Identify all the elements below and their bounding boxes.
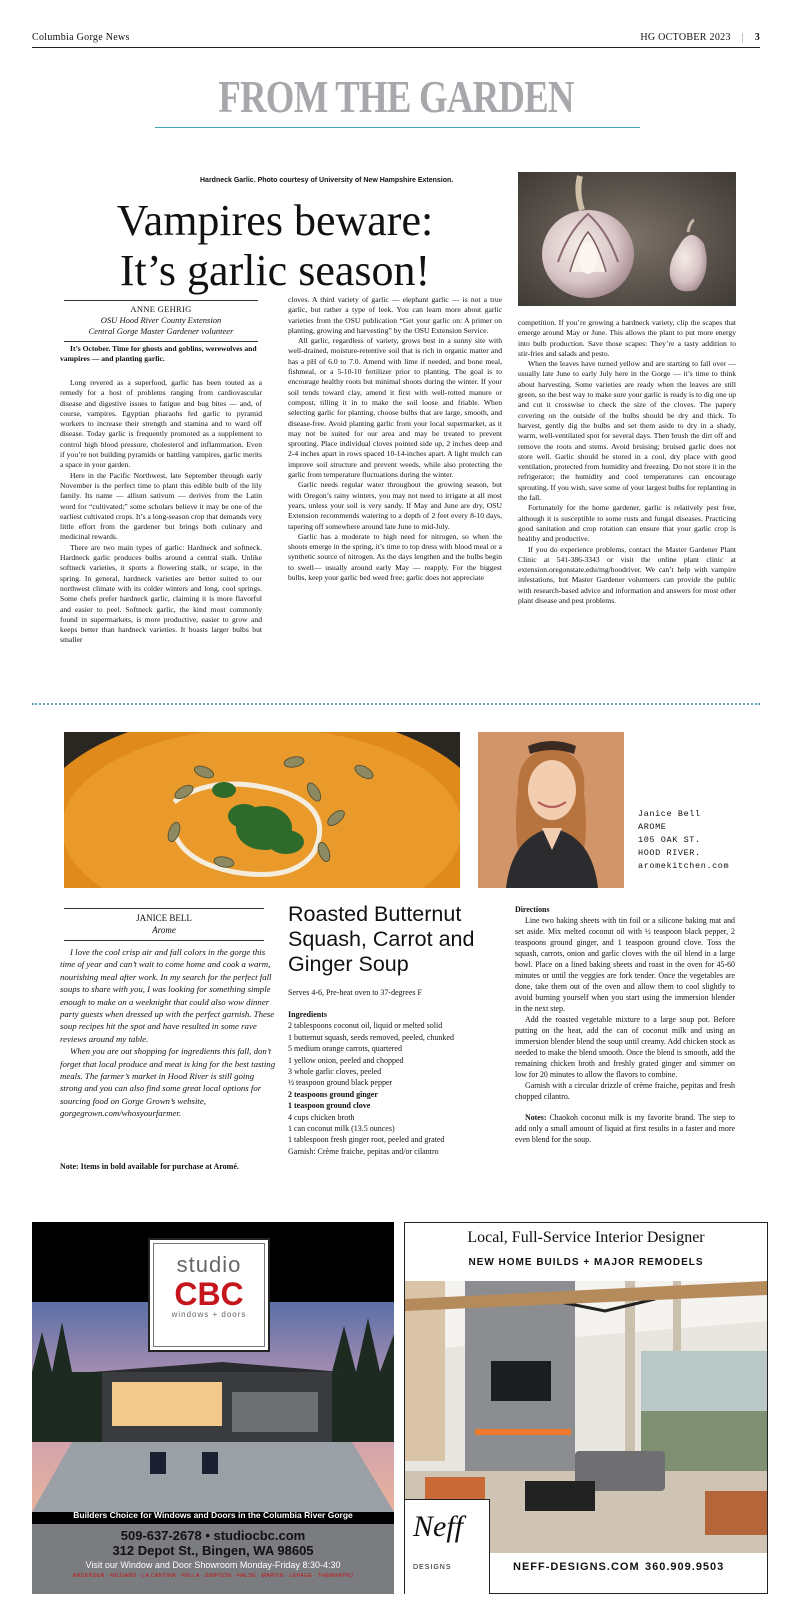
ingredient-item: Garnish: Crème fraiche, pepitas and/or cilantro — [288, 1146, 439, 1156]
direction-step: Add the roasted vegetable mixture to a large soup pot. Before putting on the heat, add the can of coconut milk and using an immersion blender blend the soup until creamy. Add chicken stock as needed to make the blend smooth. Once the blend is smooth, add the remaining chicken broth and freshly grated ginger and simmer on low for 20 minutes to allow the flavors to combine. — [515, 1015, 735, 1079]
chef-portrait — [478, 732, 624, 888]
issue-date: HG OCTOBER 2023 — [640, 32, 731, 43]
ingredient-item: 5 medium orange carrots, quartered — [288, 1044, 402, 1054]
photo-caption: Hardneck Garlic. Photo courtesy of University of New Hampshire Extension. — [200, 177, 454, 184]
logo-tagline: windows + doors — [171, 1310, 247, 1319]
paragraph: Garlic has a moderate to high need for nitrogen, so when the shoots emerge in the spring, it’s time to top dress with blood meal or a synthetic source of nitrogen. As the days lengthen and the bulbs begin to swell— usually around early May — reapply. For the biggest bulbs, keep your garlic bed weed free; garlic does not appreciate — [288, 531, 502, 583]
cbc-hours: Visit our Window and Door Showroom Monday-Friday 8:30-4:30 — [85, 1560, 341, 1570]
issue-info — [640, 32, 760, 43]
ad-neff-designs[interactable] — [404, 1222, 768, 1594]
cbc-tagline: Builders Choice for Windows and Doors in the Columbia River Gorge — [73, 1510, 353, 1520]
paragraph: I love the cool crisp air and fall colors in the gorge this time of year and can’t wait to come home and cook a warm, nourishing meal after work. In my search for the perfect fall soups to share with you, I was looking for something simple enough to make on a weeknight that could also wow dinner party guests when dressed up with the perfect garnish. These soup recipes hit the spot and have resulted in some rave reviews around my table. — [60, 947, 275, 1044]
byline — [64, 300, 258, 342]
soup-photo — [64, 732, 460, 888]
byline-rule-top — [64, 300, 258, 301]
ingredient-item: 3 whole garlic cloves, peeled — [288, 1067, 382, 1077]
ingredient-item: 2 tablespoons coconut oil, liquid or melted solid — [288, 1021, 443, 1031]
headline-line-2: It’s garlic season! — [119, 246, 431, 295]
byline-rule-top — [64, 908, 264, 909]
recipe-restaurant: Arome — [152, 925, 176, 935]
paragraph: Long revered as a superfood, garlic has been touted as a remedy for a host of problems ranging from cardiovascular disease and digestive issues to fatigue and bug bites — and, of course, vampires. Egyptian pharaohs fed garlic to pyramid workers to increase their strength and stamina and to ward off disease. Today garlic is frequently promoted as a supplement to control high blood pressure, cholesterol and inflammation. Even if you’re not building pyramids or battling vampires, garlic merits a space in your garden. — [60, 378, 262, 470]
chef-restaurant: AROME — [638, 822, 667, 832]
article-column-3 — [518, 318, 736, 606]
cbc-contact-panel — [32, 1524, 394, 1594]
paragraph: All garlic, regardless of variety, grows best in a sunny site with well-drained, moisture-retentive soil that is rich in organic matter and has a pH of 6.0 to 7.0. Amend with lime if needed, and bone meal, fishmeal, or a 5-10-10 fertilizer prior to planting. The goal is to encourage healthy roots but minimal shoots during the winter. If your soil tends toward clay, amend it first with well-rotted manure or compost, tilling it in to make the soil loose and friable. When selecting garlic for planting, choose bulbs that are large, smooth, and disease-free. Avoid planting garlic from your local supermarket, as it may not be suited for our area and may be treated to prevent sprouting. Place individual cloves pointed side up, 2 inches deep and 2-4 inches apart in rows spaced 10-14-inches apart. A light mulch can improve soil structure and prevent weeds, while also protecting the garlic from temperature fluctuations during the winter. — [288, 336, 502, 480]
header-separator: | — [741, 32, 744, 43]
section-divider — [32, 703, 760, 705]
recipe-serves: Serves 4-6, Pre-heat oven to 37-degrees F — [288, 988, 422, 997]
section-title: FROM THE GARDEN — [218, 71, 574, 122]
author-name: ANNE GEHRIG — [130, 304, 192, 314]
recipe-intro — [60, 946, 278, 1120]
cbc-brands: ANDERSEN · MILGARD · LA CANTINA · PELLA · SIMPSON · HALSE · MARVIN · LEPAGE · THERMATRU — [72, 1573, 354, 1579]
paragraph: When the leaves have turned yellow and are starting to fall over — usually late June to early July here in the Gorge — it’s time to think about harvesting. Some varieties are ready when the leaves are still green, so the best way to make sure your garlic is ready is to dig one up and cut it crosswise to check the size of the cloves. The papery covering on the outside of the bulbs should be dry and thick. To harvest, gently dig the bulbs and set them aside to dry in a shady, warm, well-ventilated spot for several days. Then brush the dirt off and remove the roots and stems. Avoid bruising; bruised garlic does not store well. Garlic should be stored in a cool, dry place with good ventilation, protected from humidity and freezing. Do not store it in the refrigerator; the humidity and cool temperatures can encourage sprouting. If you wish, save some of your largest bulbs for replanting in the fall. — [518, 359, 736, 503]
garlic-photo — [518, 172, 736, 306]
chef-city: HOOD RIVER. — [638, 848, 701, 858]
neff-phone[interactable]: 360.909.9503 — [645, 1561, 725, 1573]
lede: It’s October. Time for ghosts and goblins, werewolves and vampires — and planting garlic. — [60, 344, 257, 364]
recipe-byline — [64, 908, 264, 941]
neff-heading: Local, Full-Service Interior Designer — [467, 1229, 705, 1246]
author-affiliation-1: OSU Hood River County Extension — [100, 315, 222, 325]
ingredient-item: 1 can coconut milk (13.5 ounces) — [288, 1124, 395, 1134]
paragraph: Fortunately for the home gardener, garlic is relatively pest free, although it is susceptible to some rusts and fungal diseases. Practicing good sanitation and crop rotation can ensure that your garlic crop is healthy and productive. — [518, 503, 736, 544]
ingredient-item: 4 cups chicken broth — [288, 1112, 355, 1122]
recipe-author: JANICE BELL — [136, 913, 192, 923]
paragraph: competition. If you’re growing a hardneck variety, clip the scapes that emerge around May or June. This allows the plant to put more energy into bulb production. Save those scapes: They’re a tasty addition to stir-fries and salads and pesto. — [518, 318, 736, 358]
paragraph: cloves. A third variety of garlic — elephant garlic — is not a true garlic, but rather a type of leek. You can learn more about garlic varieties from the OSU publication “Get your garlic on: A primer on planting, growing and harvesting” by the OSU Extension Service. — [288, 295, 502, 335]
byline-rule-bottom — [64, 341, 258, 342]
ingredient-list — [288, 1020, 508, 1157]
chef-info — [638, 808, 729, 873]
ingredient-item: 1 butternut squash, seeds removed, peeled, chunked — [288, 1032, 454, 1042]
neff-subheading: NEW HOME BUILDS + MAJOR REMODELS — [468, 1257, 704, 1268]
chef-name: Janice Bell — [638, 809, 701, 819]
ingredients — [288, 1009, 508, 1157]
logo-studio: studio — [176, 1252, 242, 1277]
header-rule — [32, 47, 760, 48]
paragraph: When you are out shopping for ingredients this fall, don’t forget that local produce and meat is king for the best tasting meals. The farmer’s market in Hood River is still going strong and you can also find some great local options for sourcing food on Gorge Grown’s website, gorgegrown.com/whosyourfarmer. — [60, 1046, 276, 1119]
ad-studio-cbc[interactable] — [32, 1222, 394, 1594]
byline-rule-bottom — [64, 940, 264, 941]
logo-cbc: CBC — [174, 1276, 244, 1312]
paragraph: If you do experience problems, contact the Master Gardener Plant Clinic at 541-386-3343 or visit the online plant clinic at extension.oregonstate.edu/mg/hoodriver. We can’t help with vampire infestations, but Master Gardener volunteers can provide the public with research-based advice and information and answers for most other plant disease and pest problems. — [518, 544, 736, 606]
ingredient-item: 1 tablespoon fresh ginger root, peeled and grated — [288, 1135, 445, 1145]
neff-logo-script: Neff — [413, 1510, 463, 1543]
studio-cbc-logo — [148, 1238, 270, 1352]
directions — [515, 904, 735, 1145]
page-number: 3 — [754, 32, 760, 43]
cbc-phone-web[interactable]: 509-637-2678 • studiocbc.com — [120, 1528, 306, 1543]
neff-logo-sub: DESIGNS — [413, 1564, 452, 1571]
section-rule — [155, 127, 640, 128]
author-affiliation-2: Central Gorge Master Gardener volunteer — [88, 326, 234, 336]
neff-website[interactable]: NEFF-DESIGNS.COM — [513, 1561, 640, 1573]
paragraph: There are two main types of garlic: Hardneck and softneck. Hardneck garlic produces bulbs around a central stalk. Unlike softneck varieties, it sports a flowering stalk, or scape, in the spring. In general, hardneck varieties are better suited to our northwest climate with its colder winters and long, cool springs. Some chefs prefer hardneck garlic, claiming it is more flavorful and easier to peel. Softneck garlic, the kind most commonly found in supermarkets, is more productive, easier to grow and keeps better than hardneck varieties. It boasts larger bulbs but smaller — [60, 542, 262, 645]
cbc-address: 312 Depot St., Bingen, WA 98605 — [112, 1543, 314, 1558]
direction-step: Garnish with a circular drizzle of crème fraiche, pepitas and fresh chopped cilantro. — [515, 1081, 735, 1101]
ingredient-item: ½ teaspoon ground black pepper — [288, 1078, 393, 1088]
paragraph: Garlic needs regular water throughout the growing season, but with Oregon’s rainy winters, you may not need to irrigate at all most years, unless your soil is very sandy. If May and June are dry, OSU Extension recommends watering to a depth of 2 feet every 8-10 days, tapering off somewhere around late June to mid-July. — [288, 480, 502, 531]
notes-text: Chaokoh coconut milk is my favorite brand. The step to add only a small amount of liquid at first results in a faster and more even blend for the soup. — [515, 1113, 735, 1144]
article-column-2 — [288, 295, 502, 583]
direction-step: Line two baking sheets with tin foil or a silicone baking mat and set aside. Mix melted coconut oil with ½ teaspoon black pepper, 2 teaspoons ground ginger, and 1 teaspoon ground clove. Toss the squash, carrots, onion and garlic cloves with the oil blend in a large bowl. Place on a lined baking sheets and roast in the oven for 45-60 minutes or until the veggies are fork tender. Once the vegetables are done, take them out of the oven and allow them to cool slightly to avoid burning yourself when you start using the immersion blender in the next step. — [515, 916, 735, 1013]
chef-website[interactable]: aromekitchen.com — [638, 861, 730, 871]
paragraph: Here in the Pacific Northwest, late September through early November is the perfect time to plant this edible bulb of the lily family. Its name — allium sativum — derives from the Latin word for “cultivated;” some scholars believe it may be one of the earliest cultivated crops. It’s a long-season crop that demands very little effort from the gardener but brings both culinary and medicinal rewards. — [60, 470, 263, 542]
notes-label: Notes: — [525, 1113, 547, 1122]
headline — [60, 196, 490, 296]
chef-street: 105 OAK ST. — [638, 835, 701, 845]
recipe-notes — [515, 1112, 735, 1145]
publication-name: Columbia Gorge News — [32, 32, 130, 43]
ingredient-item: 1 teaspoon ground clove — [288, 1101, 371, 1111]
ingredients-label: Ingredients — [288, 1010, 327, 1019]
ingredient-item: 2 teaspoons ground ginger — [288, 1089, 378, 1099]
article-column-1 — [60, 378, 262, 646]
purchase-note: Note: Items in bold available for purchase at Aromé. — [60, 1162, 239, 1171]
ingredient-item: 1 yellow onion, peeled and chopped — [288, 1055, 404, 1065]
recipe-title: Roasted Butternut Squash, Carrot and Ginger Soup — [288, 902, 475, 976]
neff-logo — [405, 1499, 490, 1594]
directions-label: Directions — [515, 905, 550, 914]
headline-line-1: Vampires beware: — [116, 196, 434, 245]
